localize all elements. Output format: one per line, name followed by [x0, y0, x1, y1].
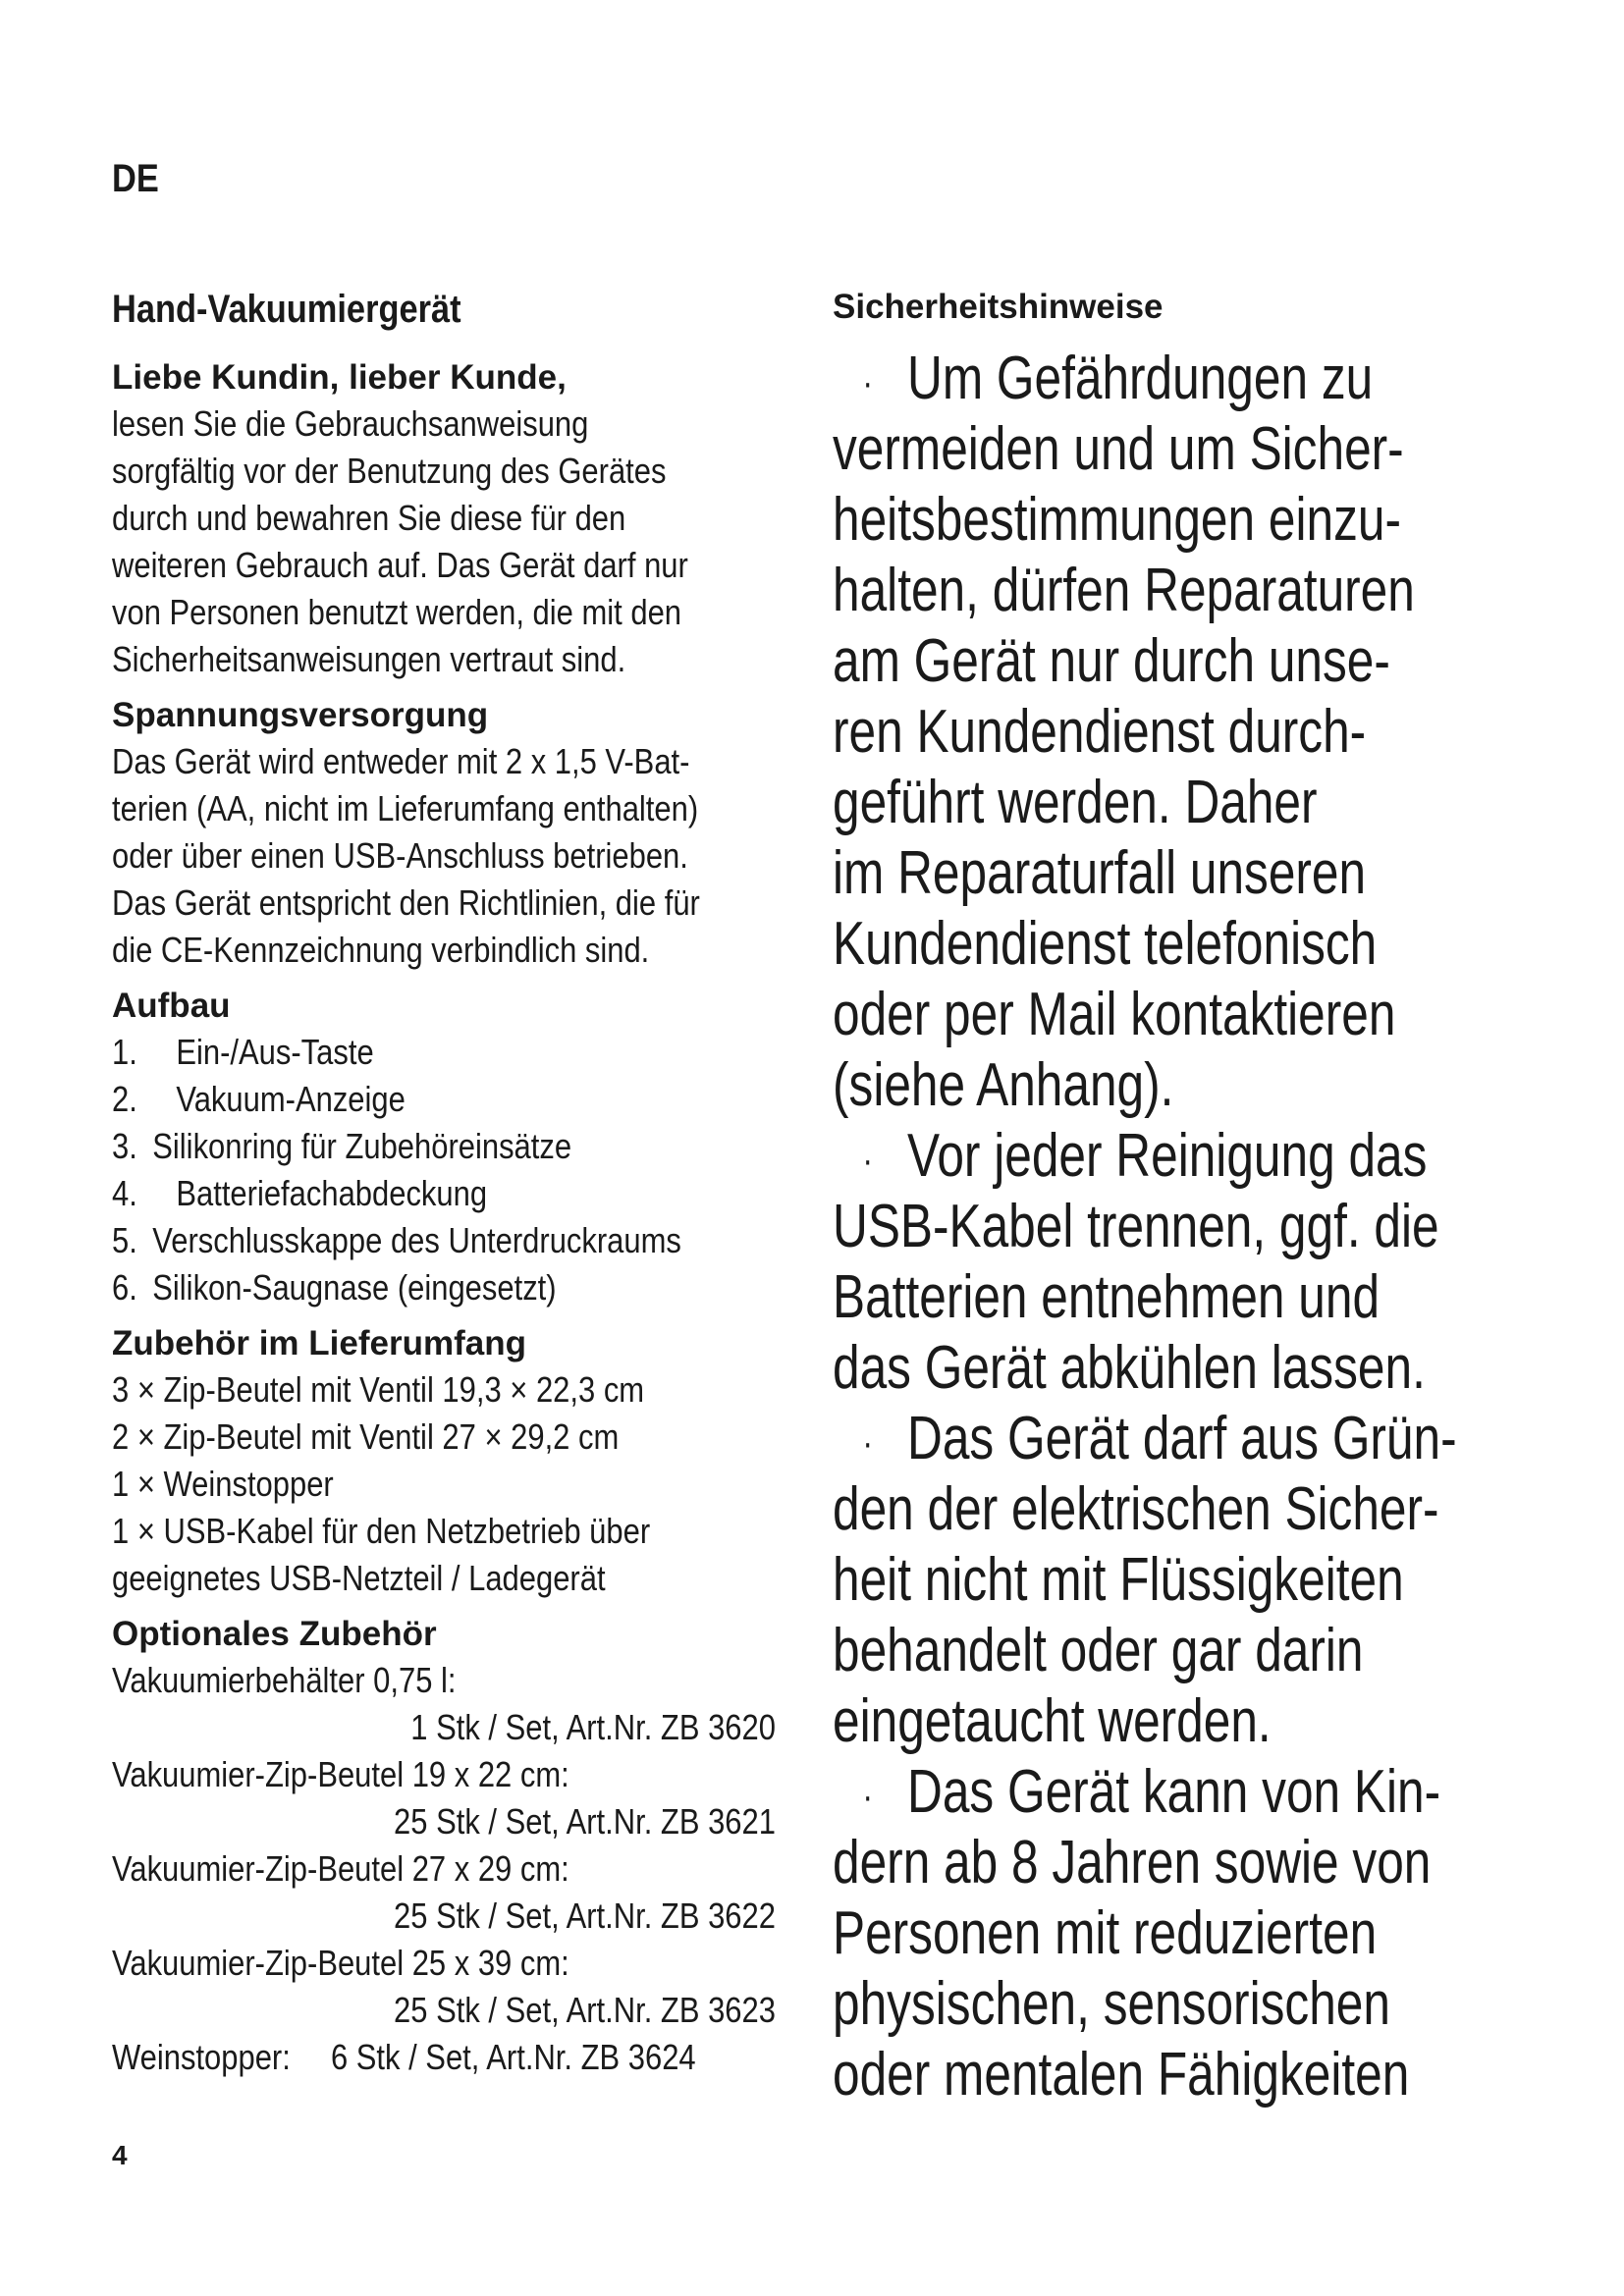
- list-item: 6. Silikon-Saugnase (eingesetzt): [112, 1267, 557, 1308]
- text-line: terien (AA, nicht im Lieferumfang enthalten): [112, 788, 699, 828]
- text-line: im Reparaturfall unseren: [833, 839, 1367, 907]
- text-line: von Personen benutzt werden, die mit den: [112, 592, 682, 632]
- included-list: [112, 1366, 703, 1602]
- text-line: 2 × Zip-Beutel mit Ventil 27 × 29,2 cm: [112, 1416, 620, 1457]
- bullet-item-first-line: · Das Gerät darf aus Grün-: [833, 1404, 1382, 1474]
- text-line: USB-Kabel trennen, ggf. die: [833, 1193, 1439, 1260]
- page-number: 4: [112, 2140, 128, 2170]
- text-line: ren Kundendienst durch-: [833, 698, 1367, 766]
- bullet-icon: ·: [862, 1138, 874, 1182]
- text-line: Das Gerät wird entweder mit 2 x 1,5 V-Bat-: [112, 741, 690, 781]
- optional-item-detail: 25 Stk / Set, Art.Nr. ZB 3623: [394, 1990, 776, 2030]
- text-line: Sicherheitsanweisungen vertraut sind.: [112, 639, 626, 679]
- safety-list: [833, 344, 1457, 2110]
- list-item: 5. Verschlusskappe des Unterdruckraums: [112, 1220, 681, 1260]
- left-column: [112, 285, 799, 2091]
- text-line: Kundendienst telefonisch: [833, 910, 1378, 978]
- optional-item-detail: 1 Stk / Set, Art.Nr. ZB 3620: [410, 1707, 776, 1747]
- optional-item-detail: 25 Stk / Set, Art.Nr. ZB 3622: [394, 1896, 776, 1936]
- optional-item-last: Weinstopper: 6 Stk / Set, Art.Nr. ZB 3624: [112, 2037, 696, 2077]
- power-text: [112, 738, 703, 974]
- safety-heading: Sicherheitshinweise: [833, 288, 1164, 326]
- optional-heading: Optionales Zubehör: [112, 1615, 437, 1653]
- text-line: halten, dürfen Reparaturen: [833, 557, 1415, 624]
- bullet-item-first-line: · Das Gerät kann von Kin-: [833, 1757, 1382, 1828]
- text-line: (siehe Anhang).: [833, 1051, 1174, 1119]
- text-line: lesen Sie die Gebrauchsanweisung: [112, 403, 589, 444]
- optional-list: [112, 1657, 776, 2081]
- optional-item-name: Vakuumier-Zip-Beutel 27 x 29 cm:: [112, 1848, 569, 1889]
- list-item: 3. Silikonring für Zubehöreinsätze: [112, 1126, 572, 1166]
- power-heading: Spannungsversorgung: [112, 696, 489, 734]
- power-section: [112, 693, 799, 974]
- right-column: [833, 285, 1520, 2110]
- included-section: [112, 1321, 799, 1602]
- bullet-item-first-line: · Um Gefährdungen zu: [833, 344, 1382, 414]
- text-line: heit nicht mit Flüssigkeiten: [833, 1546, 1404, 1614]
- structure-section: [112, 984, 799, 1311]
- text-line: 1 × USB-Kabel für den Netzbetrieb über: [112, 1511, 651, 1551]
- greeting-section: [112, 355, 799, 683]
- text-line: die CE-Kennzeichnung verbindlich sind.: [112, 930, 650, 970]
- optional-item-detail: 25 Stk / Set, Art.Nr. ZB 3621: [394, 1801, 776, 1842]
- structure-list: [112, 1029, 703, 1311]
- text-line: oder mentalen Fähigkeiten: [833, 2041, 1410, 2109]
- bullet-icon: ·: [862, 360, 874, 404]
- text-line: physischen, sensorischen: [833, 1970, 1390, 2038]
- text-line: weiteren Gebrauch auf. Das Gerät darf nur: [112, 545, 688, 585]
- text-line: am Gerät nur durch unse-: [833, 627, 1390, 695]
- language-label: DE: [112, 157, 159, 200]
- structure-heading: Aufbau: [112, 987, 231, 1025]
- greeting-text: [112, 400, 703, 683]
- text-line: durch und bewahren Sie diese für den: [112, 498, 626, 538]
- text-line: eingetaucht werden.: [833, 1687, 1272, 1755]
- text-line: Batterien entnehmen und: [833, 1263, 1380, 1331]
- bullet-item-first-line: · Vor jeder Reinigung das: [833, 1121, 1382, 1192]
- text-line: heitsbestimmungen einzu-: [833, 486, 1401, 554]
- text-line: dern ab 8 Jahren sowie von: [833, 1829, 1432, 1896]
- document-title: Hand-Vakuumiergerät: [112, 288, 461, 331]
- text-line: vermeiden und um Sicher-: [833, 415, 1404, 483]
- optional-item-name: Vakuumier-Zip-Beutel 25 x 39 cm:: [112, 1943, 569, 1983]
- list-item: 1. Ein-/Aus-Taste: [112, 1032, 374, 1072]
- text-line: geeignetes USB-Netzteil / Ladegerät: [112, 1558, 606, 1598]
- text-line: geführt werden. Daher: [833, 769, 1318, 836]
- text-line: Personen mit reduzierten: [833, 1899, 1378, 1967]
- text-line: das Gerät abkühlen lassen.: [833, 1334, 1426, 1402]
- text-line: oder per Mail kontaktieren: [833, 981, 1396, 1048]
- text-line: sorgfältig vor der Benutzung des Gerätes: [112, 451, 667, 491]
- text-line: behandelt oder gar darin: [833, 1617, 1364, 1684]
- text-line: oder über einen USB-Anschluss betrieben.: [112, 835, 688, 876]
- greeting-heading: Liebe Kundin, lieber Kunde,: [112, 358, 567, 397]
- optional-section: [112, 1612, 799, 2081]
- included-heading: Zubehör im Lieferumfang: [112, 1324, 526, 1362]
- bullet-icon: ·: [862, 1420, 874, 1465]
- optional-item-name: Vakuumierbehälter 0,75 l:: [112, 1660, 457, 1700]
- text-line: den der elektrischen Sicher-: [833, 1475, 1439, 1543]
- text-line: Das Gerät entspricht den Richtlinien, die für: [112, 882, 700, 923]
- list-item: 2. Vakuum-Anzeige: [112, 1079, 406, 1119]
- text-line: 3 × Zip-Beutel mit Ventil 19,3 × 22,3 cm: [112, 1369, 645, 1410]
- optional-item-name: Vakuumier-Zip-Beutel 19 x 22 cm:: [112, 1754, 569, 1794]
- bullet-icon: ·: [862, 1774, 874, 1818]
- text-line: 1 × Weinstopper: [112, 1464, 334, 1504]
- list-item: 4. Batteriefachabdeckung: [112, 1173, 488, 1213]
